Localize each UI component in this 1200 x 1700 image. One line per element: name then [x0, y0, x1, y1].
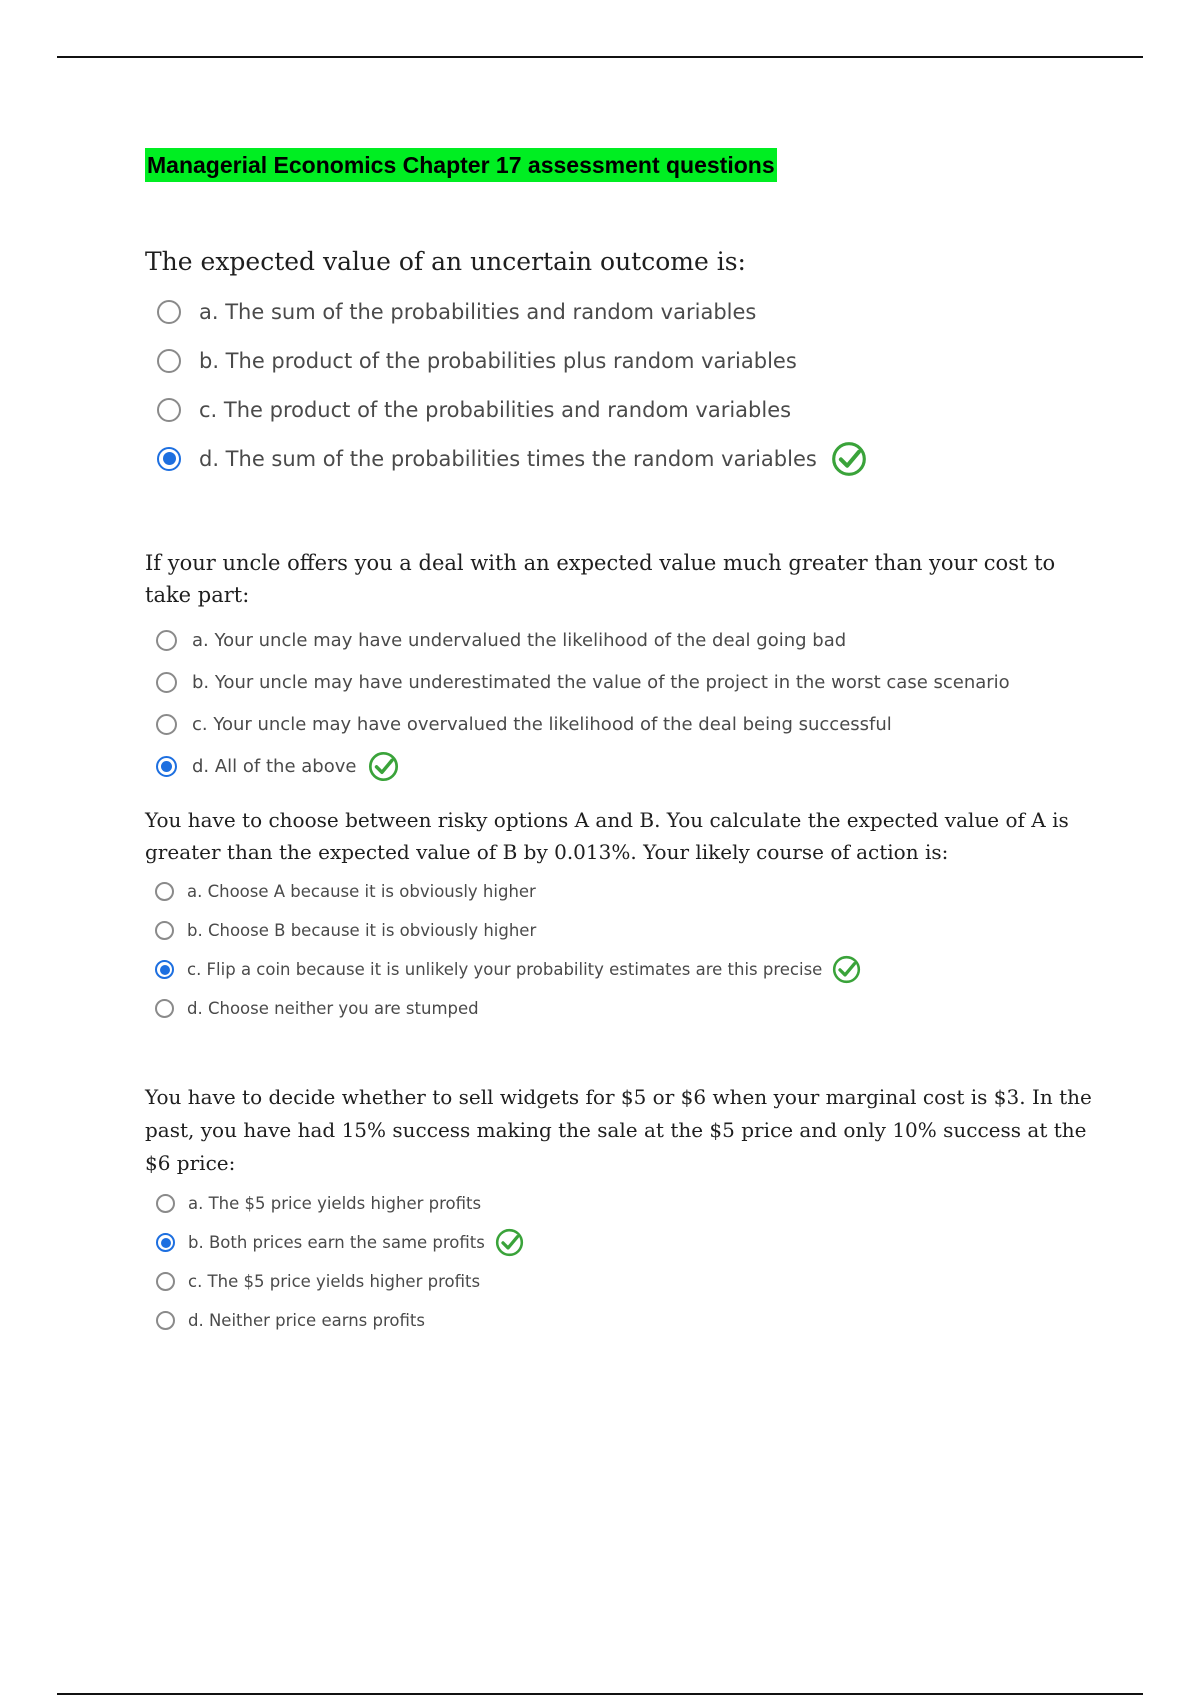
radio-button[interactable]: [157, 349, 181, 373]
radio-button[interactable]: [156, 630, 177, 651]
option-label: d. The sum of the probabilities times the random variables: [199, 446, 817, 471]
option-a[interactable]: [145, 1184, 1095, 1223]
question-1: [145, 245, 1095, 483]
question-prompt: If your uncle offers you a deal with an expected value much greater than your cost to take part:: [145, 551, 1056, 607]
question-2: [145, 547, 1095, 787]
option-label: a. Your uncle may have undervalued the likelihood of the deal going bad: [192, 629, 847, 651]
radio-button[interactable]: [156, 1194, 175, 1213]
option-label: d. Neither price earns profits: [188, 1311, 425, 1330]
document-title: Managerial Economics Chapter 17 assessment questions: [145, 148, 777, 182]
radio-button[interactable]: [156, 1272, 175, 1291]
radio-button[interactable]: [155, 999, 174, 1018]
question-prompt: You have to choose between risky options A and B. You calculate the expected value of A is greater than the expected value of B by 0.013%. Your likely course of action is:: [145, 808, 1069, 864]
radio-button-selected[interactable]: [156, 1233, 175, 1252]
bottom-rule: [57, 1693, 1143, 1695]
option-a[interactable]: [145, 619, 1095, 661]
option-label: c. Your uncle may have overvalued the likelihood of the deal being successful: [192, 713, 892, 735]
option-d[interactable]: [145, 434, 1095, 483]
question-prompt: The expected value of an uncertain outcome is:: [145, 247, 746, 276]
option-label: b. Both prices earn the same profits: [188, 1233, 485, 1252]
option-label: a. The sum of the probabilities and random variables: [199, 299, 757, 324]
option-label: c. The product of the probabilities and random variables: [199, 397, 792, 422]
option-label: d. Choose neither you are stumped: [187, 999, 479, 1018]
question-4: [145, 1081, 1095, 1340]
option-label: b. The product of the probabilities plus random variables: [199, 348, 797, 373]
option-b[interactable]: [145, 661, 1095, 703]
radio-button-selected[interactable]: [156, 756, 177, 777]
option-d[interactable]: [145, 1301, 1095, 1340]
question-3: [145, 804, 1095, 1028]
option-a[interactable]: [145, 872, 1095, 911]
option-b[interactable]: [145, 1223, 1095, 1262]
option-label: a. The $5 price yields higher profits: [188, 1194, 482, 1213]
correct-check-icon: [832, 955, 861, 984]
question-prompt: You have to decide whether to sell widgets for $5 or $6 when your marginal cost is $3. In the past, you have had 15% success making the sale at the $5 price and only 10% success at the $6 price:: [145, 1085, 1092, 1175]
radio-button[interactable]: [157, 300, 181, 324]
option-label: b. Your uncle may have underestimated the value of the project in the worst case scenario: [192, 671, 1010, 693]
option-label: b. Choose B because it is obviously higher: [187, 921, 537, 940]
option-c[interactable]: [145, 1262, 1095, 1301]
option-a[interactable]: [145, 287, 1095, 336]
options-list: [145, 287, 1095, 483]
option-c[interactable]: [145, 385, 1095, 434]
options-list: [145, 619, 1095, 787]
option-label: c. Flip a coin because it is unlikely your probability estimates are this precise: [187, 960, 823, 979]
correct-check-icon: [495, 1228, 524, 1257]
radio-button[interactable]: [157, 398, 181, 422]
option-label: a. Choose A because it is obviously higher: [187, 882, 536, 901]
correct-check-icon: [368, 751, 399, 782]
correct-check-icon: [831, 441, 867, 477]
radio-button[interactable]: [156, 714, 177, 735]
radio-button[interactable]: [156, 672, 177, 693]
radio-button[interactable]: [155, 882, 174, 901]
options-list: [145, 1184, 1095, 1340]
option-c[interactable]: [145, 703, 1095, 745]
options-list: [145, 872, 1095, 1028]
radio-button-selected[interactable]: [157, 447, 181, 471]
option-d[interactable]: [145, 989, 1095, 1028]
option-label: d. All of the above: [192, 755, 357, 777]
option-label: c. The $5 price yields higher profits: [188, 1272, 481, 1291]
option-b[interactable]: [145, 336, 1095, 385]
option-b[interactable]: [145, 911, 1095, 950]
radio-button-selected[interactable]: [155, 960, 174, 979]
radio-button[interactable]: [155, 921, 174, 940]
radio-button[interactable]: [156, 1311, 175, 1330]
option-c[interactable]: [145, 950, 1095, 989]
option-d[interactable]: [145, 745, 1095, 787]
top-rule: [57, 56, 1143, 58]
